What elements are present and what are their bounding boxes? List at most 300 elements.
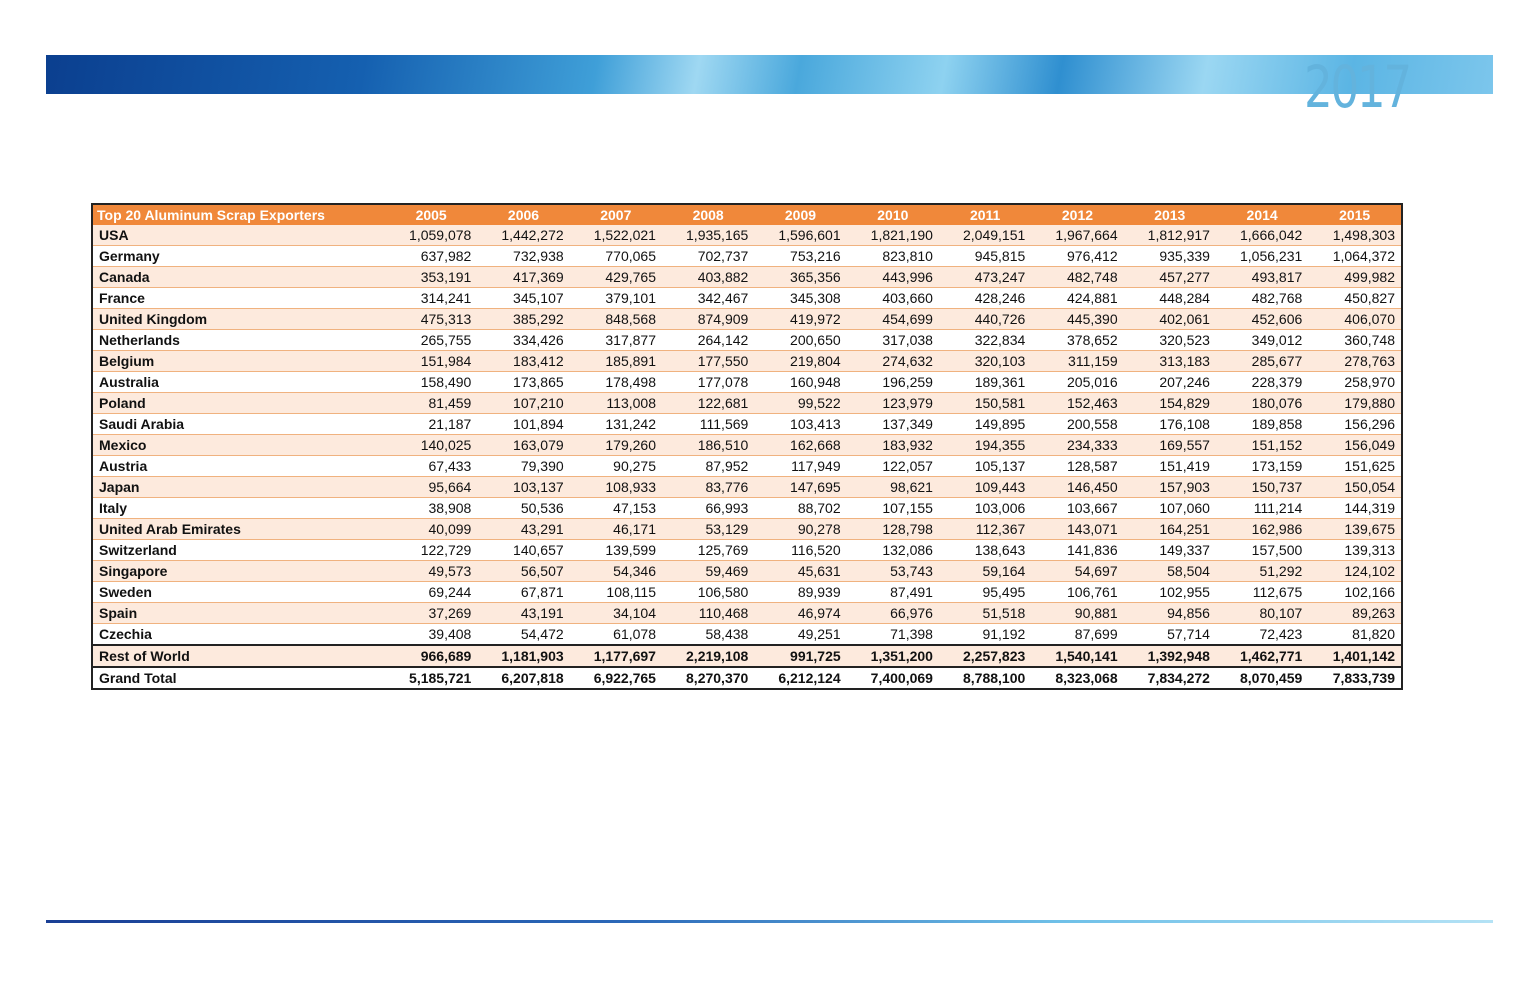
value-cell: 40,099 [385,519,477,540]
value-cell: 139,313 [1308,540,1402,561]
value-cell: 264,142 [662,330,754,351]
value-cell: 138,643 [939,540,1031,561]
value-cell: 194,355 [939,435,1031,456]
value-cell: 445,390 [1031,309,1123,330]
value-cell: 151,984 [385,351,477,372]
table-body [92,225,1402,689]
value-cell: 39,408 [385,624,477,646]
value-cell: 450,827 [1308,288,1402,309]
value-cell: 419,972 [754,309,846,330]
value-cell: 353,191 [385,267,477,288]
value-cell: 183,932 [847,435,939,456]
value-cell: 46,974 [754,603,846,624]
value-cell: 107,210 [477,393,569,414]
value-cell: 90,275 [570,456,662,477]
value-cell: 448,284 [1124,288,1216,309]
table-row [92,414,1402,435]
value-cell: 457,277 [1124,267,1216,288]
value-cell: 49,251 [754,624,846,646]
value-cell: 428,246 [939,288,1031,309]
value-cell: 317,877 [570,330,662,351]
value-cell: 1,177,697 [570,645,662,667]
row-label: Grand Total [92,667,385,689]
value-cell: 1,392,948 [1124,645,1216,667]
value-cell: 122,681 [662,393,754,414]
year-header: 2012 [1031,204,1123,225]
value-cell: 59,164 [939,561,1031,582]
row-label: Italy [92,498,385,519]
row-label: Germany [92,246,385,267]
value-cell: 54,472 [477,624,569,646]
value-cell: 160,948 [754,372,846,393]
value-cell: 637,982 [385,246,477,267]
value-cell: 144,319 [1308,498,1402,519]
value-cell: 945,815 [939,246,1031,267]
value-cell: 53,743 [847,561,939,582]
table-row [92,351,1402,372]
row-label: Mexico [92,435,385,456]
value-cell: 34,104 [570,603,662,624]
value-cell: 99,522 [754,393,846,414]
row-label: Singapore [92,561,385,582]
value-cell: 173,159 [1216,456,1308,477]
year-header: 2014 [1216,204,1308,225]
value-cell: 72,423 [1216,624,1308,646]
value-cell: 2,257,823 [939,645,1031,667]
value-cell: 976,412 [1031,246,1123,267]
value-cell: 403,660 [847,288,939,309]
value-cell: 1,596,601 [754,225,846,246]
row-label: United Arab Emirates [92,519,385,540]
value-cell: 112,675 [1216,582,1308,603]
value-cell: 47,153 [570,498,662,519]
row-label: Rest of World [92,645,385,667]
table-row [92,603,1402,624]
value-cell: 158,490 [385,372,477,393]
value-cell: 406,070 [1308,309,1402,330]
value-cell: 178,498 [570,372,662,393]
table-row [92,267,1402,288]
value-cell: 110,468 [662,603,754,624]
row-label: Poland [92,393,385,414]
value-cell: 156,296 [1308,414,1402,435]
table-header-row [92,204,1402,225]
table-row [92,372,1402,393]
value-cell: 98,621 [847,477,939,498]
value-cell: 43,291 [477,519,569,540]
value-cell: 2,049,151 [939,225,1031,246]
value-cell: 103,137 [477,477,569,498]
row-label: Switzerland [92,540,385,561]
rest-of-world-row [92,645,1402,667]
value-cell: 345,308 [754,288,846,309]
value-cell: 823,810 [847,246,939,267]
value-cell: 150,737 [1216,477,1308,498]
value-cell: 90,278 [754,519,846,540]
value-cell: 935,339 [1124,246,1216,267]
value-cell: 443,996 [847,267,939,288]
value-cell: 429,765 [570,267,662,288]
year-header: 2007 [570,204,662,225]
value-cell: 1,935,165 [662,225,754,246]
value-cell: 365,356 [754,267,846,288]
value-cell: 81,820 [1308,624,1402,646]
value-cell: 71,398 [847,624,939,646]
value-cell: 122,729 [385,540,477,561]
value-cell: 183,412 [477,351,569,372]
value-cell: 49,573 [385,561,477,582]
value-cell: 482,768 [1216,288,1308,309]
value-cell: 313,183 [1124,351,1216,372]
year-header: 2009 [754,204,846,225]
value-cell: 95,664 [385,477,477,498]
value-cell: 6,207,818 [477,667,569,689]
value-cell: 140,657 [477,540,569,561]
value-cell: 151,152 [1216,435,1308,456]
value-cell: 1,401,142 [1308,645,1402,667]
value-cell: 403,882 [662,267,754,288]
value-cell: 67,871 [477,582,569,603]
value-cell: 180,076 [1216,393,1308,414]
value-cell: 991,725 [754,645,846,667]
year-label: 2017 [1304,53,1410,121]
value-cell: 454,699 [847,309,939,330]
table-row [92,435,1402,456]
value-cell: 151,625 [1308,456,1402,477]
value-cell: 1,812,917 [1124,225,1216,246]
value-cell: 152,463 [1031,393,1123,414]
value-cell: 149,337 [1124,540,1216,561]
value-cell: 219,804 [754,351,846,372]
table-row [92,519,1402,540]
value-cell: 702,737 [662,246,754,267]
row-label: Czechia [92,624,385,646]
row-label: Belgium [92,351,385,372]
value-cell: 7,834,272 [1124,667,1216,689]
value-cell: 1,056,231 [1216,246,1308,267]
value-cell: 179,260 [570,435,662,456]
value-cell: 207,246 [1124,372,1216,393]
row-label: Netherlands [92,330,385,351]
year-header: 2008 [662,204,754,225]
value-cell: 848,568 [570,309,662,330]
value-cell: 8,070,459 [1216,667,1308,689]
value-cell: 69,244 [385,582,477,603]
value-cell: 320,103 [939,351,1031,372]
row-label: Canada [92,267,385,288]
value-cell: 1,498,303 [1308,225,1402,246]
value-cell: 475,313 [385,309,477,330]
value-cell: 285,677 [1216,351,1308,372]
value-cell: 320,523 [1124,330,1216,351]
value-cell: 147,695 [754,477,846,498]
row-label: Sweden [92,582,385,603]
value-cell: 345,107 [477,288,569,309]
value-cell: 417,369 [477,267,569,288]
value-cell: 1,351,200 [847,645,939,667]
table-row [92,498,1402,519]
value-cell: 111,214 [1216,498,1308,519]
value-cell: 234,333 [1031,435,1123,456]
value-cell: 185,891 [570,351,662,372]
value-cell: 80,107 [1216,603,1308,624]
value-cell: 51,518 [939,603,1031,624]
value-cell: 109,443 [939,477,1031,498]
value-cell: 50,536 [477,498,569,519]
value-cell: 334,426 [477,330,569,351]
value-cell: 177,078 [662,372,754,393]
value-cell: 440,726 [939,309,1031,330]
table-row [92,477,1402,498]
value-cell: 1,462,771 [1216,645,1308,667]
value-cell: 45,631 [754,561,846,582]
row-label: Spain [92,603,385,624]
value-cell: 140,025 [385,435,477,456]
value-cell: 124,102 [1308,561,1402,582]
year-header: 2005 [385,204,477,225]
value-cell: 274,632 [847,351,939,372]
table-row [92,582,1402,603]
value-cell: 196,259 [847,372,939,393]
year-header: 2011 [939,204,1031,225]
value-cell: 89,263 [1308,603,1402,624]
table-title: Top 20 Aluminum Scrap Exporters [92,204,385,225]
value-cell: 8,270,370 [662,667,754,689]
value-cell: 132,086 [847,540,939,561]
value-cell: 157,903 [1124,477,1216,498]
value-cell: 105,137 [939,456,1031,477]
value-cell: 311,159 [1031,351,1123,372]
value-cell: 113,008 [570,393,662,414]
value-cell: 57,714 [1124,624,1216,646]
value-cell: 150,581 [939,393,1031,414]
value-cell: 186,510 [662,435,754,456]
value-cell: 117,949 [754,456,846,477]
value-cell: 8,788,100 [939,667,1031,689]
table-row [92,624,1402,646]
value-cell: 54,697 [1031,561,1123,582]
table-row [92,561,1402,582]
value-cell: 6,212,124 [754,667,846,689]
value-cell: 179,880 [1308,393,1402,414]
exporters-table [91,203,1403,690]
value-cell: 732,938 [477,246,569,267]
value-cell: 106,580 [662,582,754,603]
row-label: United Kingdom [92,309,385,330]
value-cell: 87,952 [662,456,754,477]
value-cell: 146,450 [1031,477,1123,498]
year-header: 2013 [1124,204,1216,225]
value-cell: 128,798 [847,519,939,540]
value-cell: 162,668 [754,435,846,456]
value-cell: 1,181,903 [477,645,569,667]
value-cell: 1,666,042 [1216,225,1308,246]
value-cell: 37,269 [385,603,477,624]
value-cell: 1,821,190 [847,225,939,246]
value-cell: 317,038 [847,330,939,351]
row-label: Japan [92,477,385,498]
value-cell: 91,192 [939,624,1031,646]
value-cell: 111,569 [662,414,754,435]
table-row [92,288,1402,309]
value-cell: 5,185,721 [385,667,477,689]
value-cell: 1,442,272 [477,225,569,246]
value-cell: 87,491 [847,582,939,603]
value-cell: 61,078 [570,624,662,646]
value-cell: 59,469 [662,561,754,582]
value-cell: 2,219,108 [662,645,754,667]
table-row [92,540,1402,561]
value-cell: 156,049 [1308,435,1402,456]
table-row [92,309,1402,330]
value-cell: 385,292 [477,309,569,330]
value-cell: 83,776 [662,477,754,498]
value-cell: 8,323,068 [1031,667,1123,689]
value-cell: 163,079 [477,435,569,456]
value-cell: 21,187 [385,414,477,435]
value-cell: 874,909 [662,309,754,330]
value-cell: 1,059,078 [385,225,477,246]
value-cell: 482,748 [1031,267,1123,288]
value-cell: 200,650 [754,330,846,351]
value-cell: 173,865 [477,372,569,393]
value-cell: 143,071 [1031,519,1123,540]
value-cell: 107,155 [847,498,939,519]
value-cell: 1,064,372 [1308,246,1402,267]
value-cell: 43,191 [477,603,569,624]
value-cell: 116,520 [754,540,846,561]
value-cell: 53,129 [662,519,754,540]
value-cell: 56,507 [477,561,569,582]
value-cell: 499,982 [1308,267,1402,288]
value-cell: 54,346 [570,561,662,582]
value-cell: 108,933 [570,477,662,498]
table-row [92,393,1402,414]
value-cell: 966,689 [385,645,477,667]
value-cell: 89,939 [754,582,846,603]
value-cell: 51,292 [1216,561,1308,582]
value-cell: 7,833,739 [1308,667,1402,689]
value-cell: 101,894 [477,414,569,435]
value-cell: 149,895 [939,414,1031,435]
value-cell: 379,101 [570,288,662,309]
value-cell: 154,829 [1124,393,1216,414]
value-cell: 278,763 [1308,351,1402,372]
value-cell: 141,836 [1031,540,1123,561]
value-cell: 176,108 [1124,414,1216,435]
value-cell: 67,433 [385,456,477,477]
value-cell: 139,599 [570,540,662,561]
value-cell: 177,550 [662,351,754,372]
table-row [92,246,1402,267]
value-cell: 90,881 [1031,603,1123,624]
row-label: Austria [92,456,385,477]
value-cell: 314,241 [385,288,477,309]
year-header: 2010 [847,204,939,225]
value-cell: 228,379 [1216,372,1308,393]
value-cell: 108,115 [570,582,662,603]
value-cell: 58,504 [1124,561,1216,582]
row-label: USA [92,225,385,246]
value-cell: 189,858 [1216,414,1308,435]
value-cell: 112,367 [939,519,1031,540]
value-cell: 122,057 [847,456,939,477]
value-cell: 38,908 [385,498,477,519]
value-cell: 151,419 [1124,456,1216,477]
value-cell: 137,349 [847,414,939,435]
value-cell: 128,587 [1031,456,1123,477]
row-label: Saudi Arabia [92,414,385,435]
footer-line [46,920,1493,923]
value-cell: 66,993 [662,498,754,519]
value-cell: 87,699 [1031,624,1123,646]
value-cell: 1,540,141 [1031,645,1123,667]
grand-total-row [92,667,1402,689]
row-label: Australia [92,372,385,393]
value-cell: 102,955 [1124,582,1216,603]
value-cell: 107,060 [1124,498,1216,519]
value-cell: 452,606 [1216,309,1308,330]
value-cell: 360,748 [1308,330,1402,351]
value-cell: 103,006 [939,498,1031,519]
value-cell: 125,769 [662,540,754,561]
value-cell: 58,438 [662,624,754,646]
table-row [92,456,1402,477]
value-cell: 81,459 [385,393,477,414]
value-cell: 164,251 [1124,519,1216,540]
value-cell: 123,979 [847,393,939,414]
value-cell: 150,054 [1308,477,1402,498]
value-cell: 342,467 [662,288,754,309]
value-cell: 157,500 [1216,540,1308,561]
value-cell: 402,061 [1124,309,1216,330]
year-header: 2015 [1308,204,1402,225]
value-cell: 205,016 [1031,372,1123,393]
value-cell: 169,557 [1124,435,1216,456]
value-cell: 66,976 [847,603,939,624]
value-cell: 106,761 [1031,582,1123,603]
value-cell: 79,390 [477,456,569,477]
value-cell: 103,667 [1031,498,1123,519]
value-cell: 265,755 [385,330,477,351]
value-cell: 378,652 [1031,330,1123,351]
value-cell: 139,675 [1308,519,1402,540]
value-cell: 770,065 [570,246,662,267]
value-cell: 258,970 [1308,372,1402,393]
value-cell: 1,967,664 [1031,225,1123,246]
value-cell: 6,922,765 [570,667,662,689]
value-cell: 473,247 [939,267,1031,288]
value-cell: 753,216 [754,246,846,267]
value-cell: 162,986 [1216,519,1308,540]
value-cell: 46,171 [570,519,662,540]
row-label: France [92,288,385,309]
value-cell: 7,400,069 [847,667,939,689]
value-cell: 349,012 [1216,330,1308,351]
value-cell: 88,702 [754,498,846,519]
year-header: 2006 [477,204,569,225]
value-cell: 424,881 [1031,288,1123,309]
value-cell: 103,413 [754,414,846,435]
table-row [92,330,1402,351]
header-banner [46,55,1493,94]
value-cell: 493,817 [1216,267,1308,288]
value-cell: 1,522,021 [570,225,662,246]
value-cell: 94,856 [1124,603,1216,624]
value-cell: 200,558 [1031,414,1123,435]
value-cell: 95,495 [939,582,1031,603]
value-cell: 322,834 [939,330,1031,351]
